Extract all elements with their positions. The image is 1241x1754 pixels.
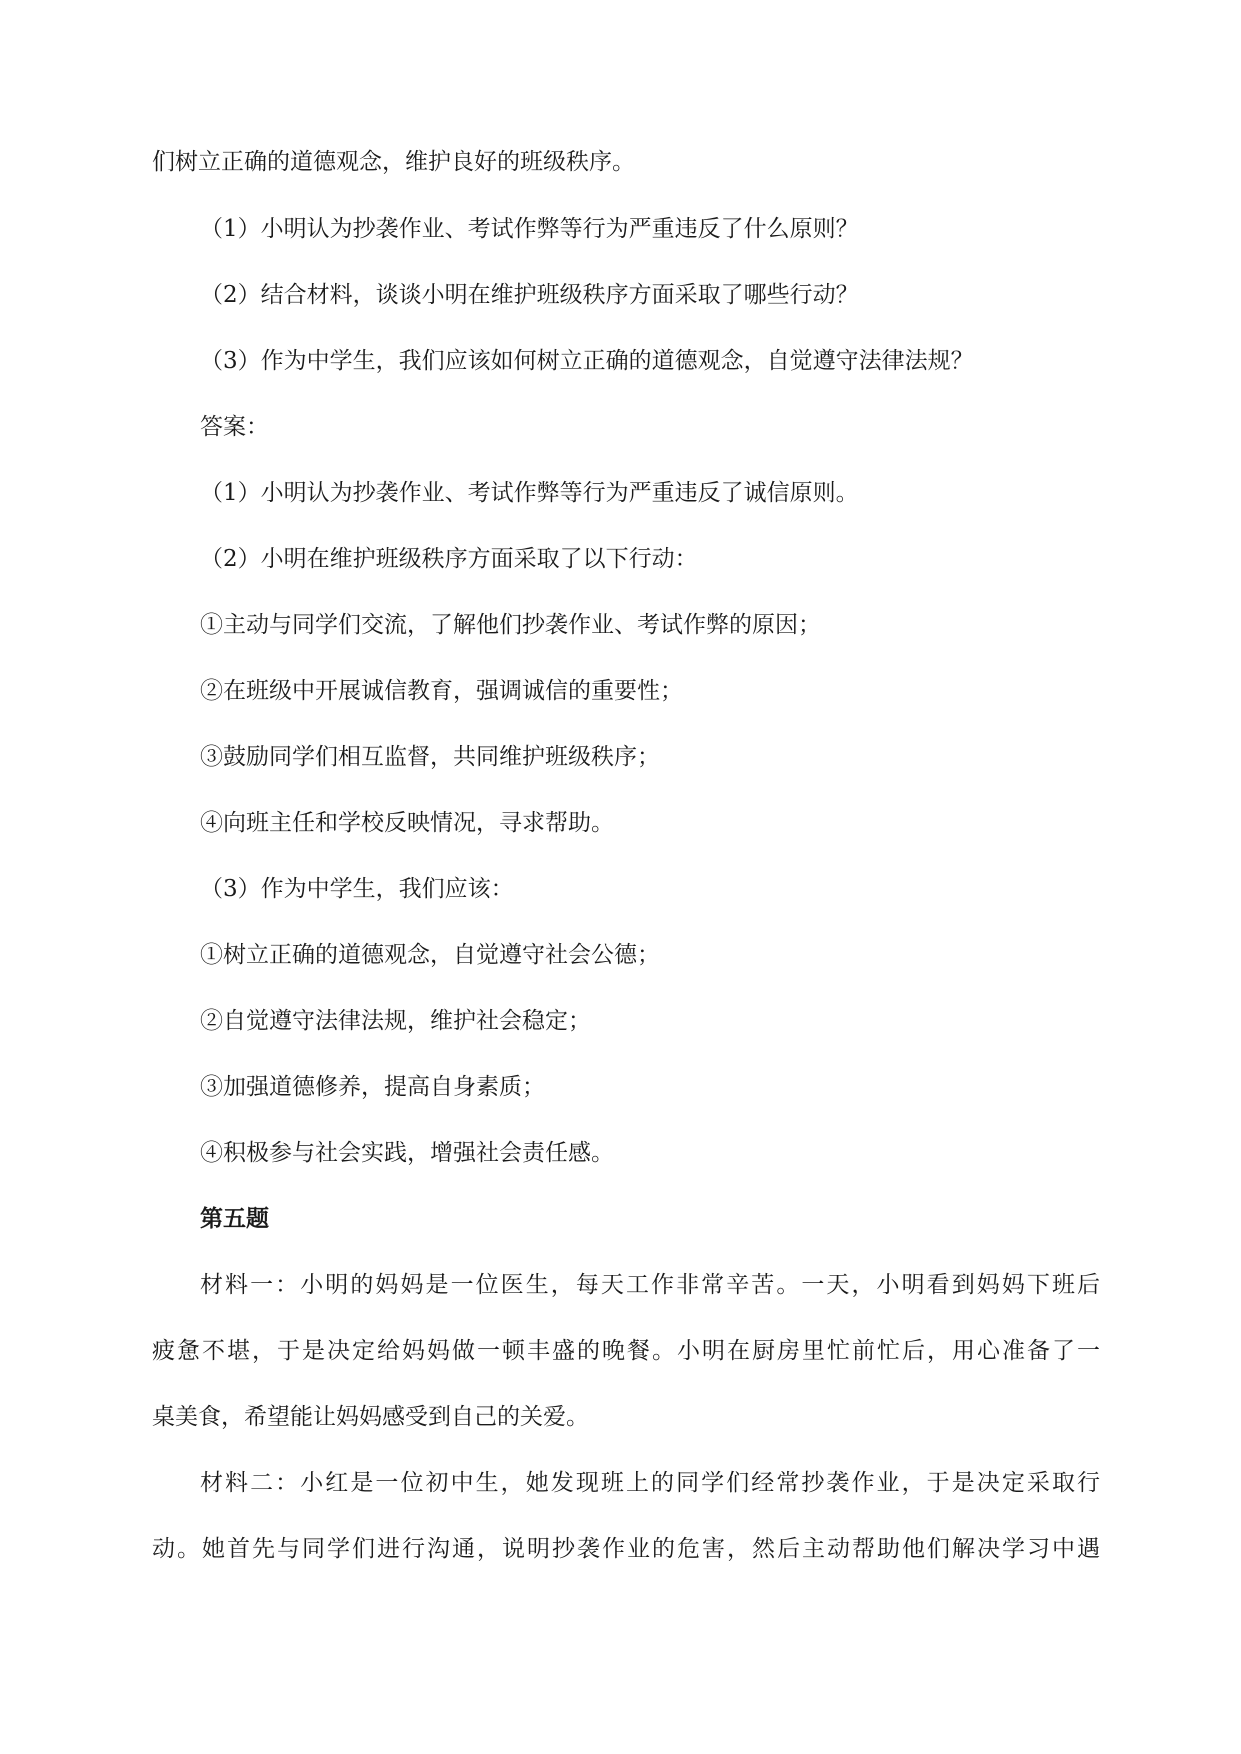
question-3: （3）作为中学生，我们应该如何树立正确的道德观念，自觉遵守法律法规？ [200, 348, 974, 374]
answer-2-item-1: ①主动与同学们交流，了解他们抄袭作业、考试作弊的原因； [200, 612, 821, 638]
section-heading: 第五题 [200, 1205, 269, 1232]
material-2-line-2: 动。她首先与同学们进行沟通，说明抄袭作业的危害，然后主动帮助他们解决学习中遇 [152, 1536, 1100, 1562]
answer-3-item-2: ②自觉遵守法律法规，维护社会稳定； [200, 1008, 591, 1034]
material-2-line-1: 材料二：小红是一位初中生，她发现班上的同学们经常抄袭作业，于是决定采取行 [200, 1470, 1100, 1496]
answer-2-item-4: ④向班主任和学校反映情况，寻求帮助。 [200, 810, 614, 836]
answer-1: （1）小明认为抄袭作业、考试作弊等行为严重违反了诚信原则。 [200, 480, 859, 506]
answer-3-item-4: ④积极参与社会实践，增强社会责任感。 [200, 1140, 614, 1166]
material-1-line-1: 材料一：小明的妈妈是一位医生，每天工作非常辛苦。一天，小明看到妈妈下班后 [200, 1272, 1100, 1298]
answer-2-item-2: ②在班级中开展诚信教育，强调诚信的重要性； [200, 678, 683, 704]
answer-3-item-1: ①树立正确的道德观念，自觉遵守社会公德； [200, 942, 660, 968]
material-1-line-3: 桌美食，希望能让妈妈感受到自己的关爱。 [152, 1404, 589, 1430]
answer-2: （2）小明在维护班级秩序方面采取了以下行动： [200, 546, 698, 572]
answer-3-item-3: ③加强道德修养，提高自身素质； [200, 1074, 545, 1100]
question-1: （1）小明认为抄袭作业、考试作弊等行为严重违反了什么原则？ [200, 216, 859, 242]
material-1-line-2: 疲惫不堪，于是决定给妈妈做一顿丰盛的晚餐。小明在厨房里忙前忙后，用心准备了一 [152, 1338, 1100, 1364]
answer-2-item-3: ③鼓励同学们相互监督，共同维护班级秩序； [200, 744, 660, 770]
paragraph-continuation: 们树立正确的道德观念，维护良好的班级秩序。 [152, 149, 635, 175]
answer-heading: 答案： [200, 414, 269, 440]
question-2: （2）结合材料，谈谈小明在维护班级秩序方面采取了哪些行动？ [200, 282, 859, 308]
answer-3: （3）作为中学生，我们应该： [200, 876, 514, 902]
